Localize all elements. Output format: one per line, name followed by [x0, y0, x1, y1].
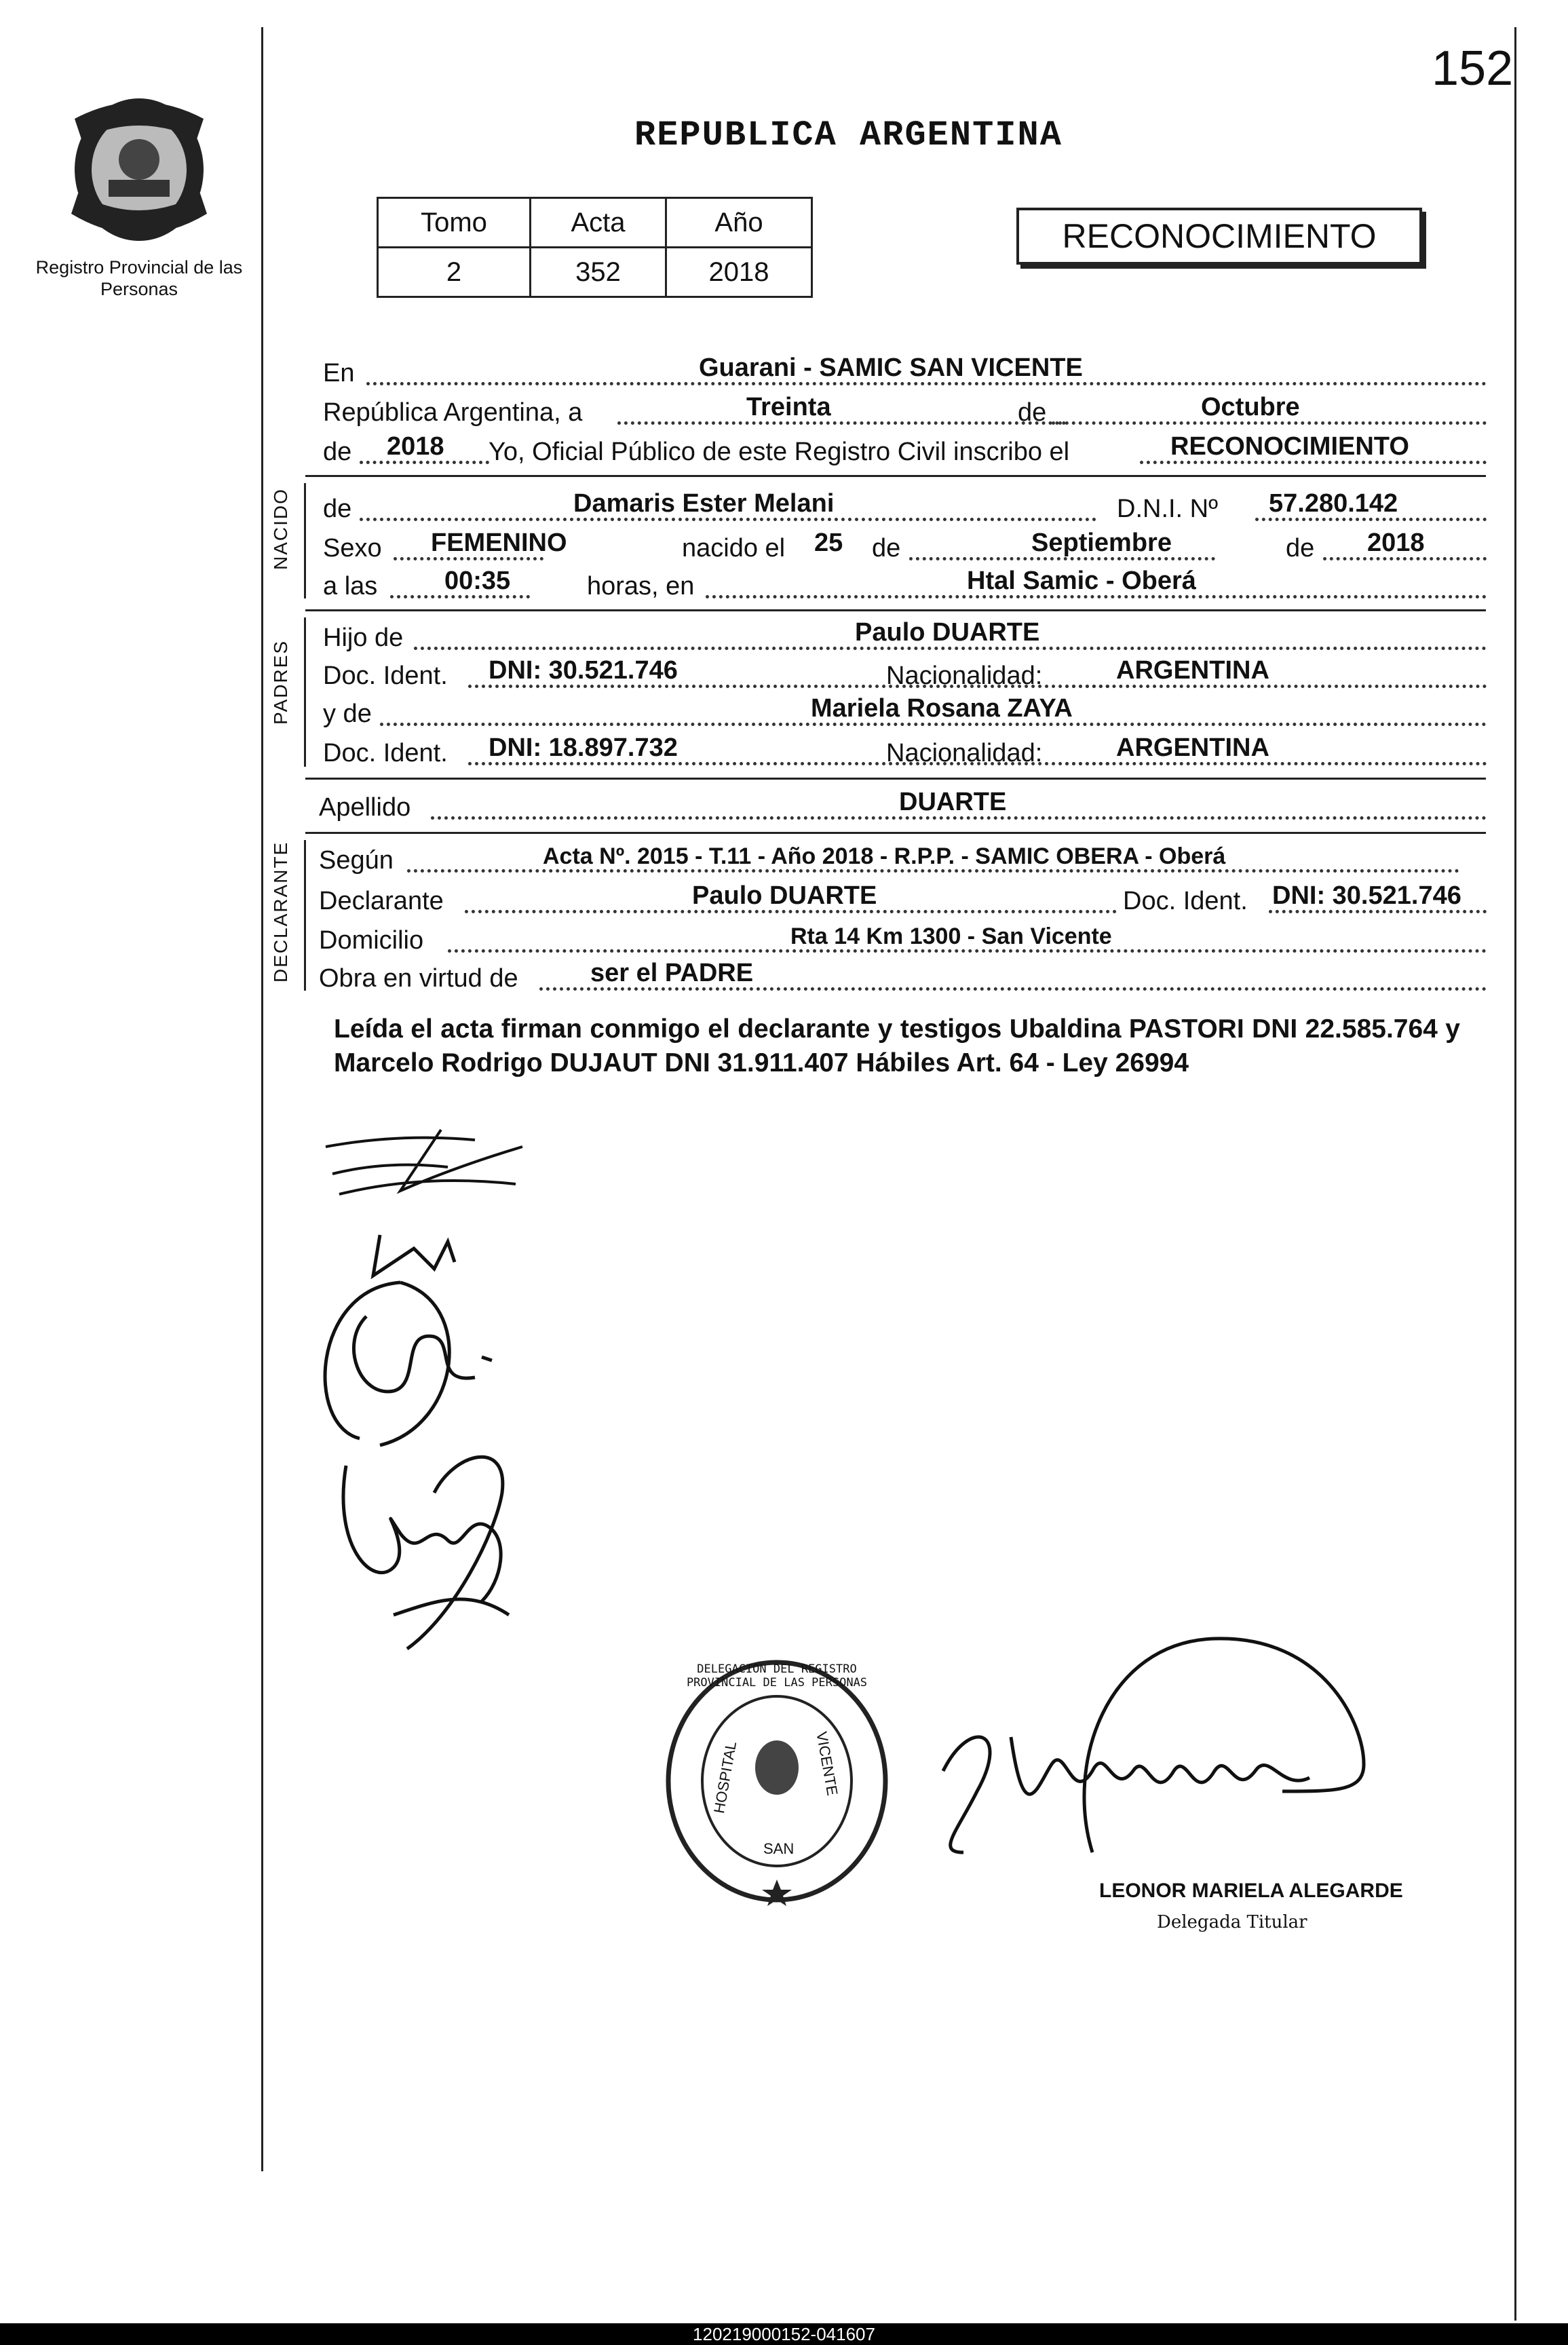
- label-nac-mother: Nacionalidad:: [886, 739, 1043, 767]
- row-nacido-sexo: [319, 528, 1487, 563]
- label-dni: D.N.I. Nº: [1117, 495, 1218, 523]
- father-doc: DNI: 30.521.746: [489, 656, 678, 685]
- nacido-place: Htal Samic - Oberá: [967, 567, 1196, 595]
- label-nac-father: Nacionalidad:: [886, 662, 1043, 690]
- header-acta: Acta: [531, 198, 666, 248]
- label-nacido-el: nacido el: [682, 534, 786, 563]
- stamp-ring-text: DELEGACION DEL REGISTRO PROVINCIAL DE LAS PERSONAS: [686, 1662, 868, 1690]
- footer-bar: [0, 2323, 1568, 2345]
- row-republica: [319, 392, 1487, 427]
- row-domicilio: [319, 920, 1487, 955]
- domicilio-value: Rta 14 Km 1300 - San Vicente: [790, 923, 1112, 949]
- closing-statement: Leída el acta firman conmigo el declarante y testigos Ubaldina PASTORI DNI 22.585.764 y Marcelo Rodrigo DUJAUT DNI 31.911.407 Hábiles Art. 64 - Ley 26994: [334, 1014, 1460, 1078]
- official-name: LEONOR MARIELA ALEGARDE: [1099, 1880, 1403, 1902]
- divider-4: [305, 832, 1486, 834]
- label-apellido: Apellido: [319, 793, 411, 822]
- nacido-time: 00:35: [444, 567, 511, 595]
- label-yde: y de: [323, 700, 372, 728]
- label-de-year: de: [323, 438, 352, 466]
- header-ano: Año: [666, 198, 812, 248]
- divider-1: [305, 475, 1486, 477]
- dots: [617, 421, 1066, 425]
- official-title: Delegada Titular: [1157, 1912, 1307, 1932]
- declarante-doc: DNI: 30.521.746: [1272, 881, 1461, 910]
- mother-doc: DNI: 18.897.732: [489, 733, 678, 762]
- stamp-inner-left: HOSPITAL: [710, 1740, 740, 1815]
- row-en: [319, 353, 1487, 388]
- declarante-bracket: [304, 840, 306, 991]
- row-year: [319, 432, 1487, 467]
- padres-section-label: PADRES: [270, 639, 291, 725]
- stamp-seal-icon: [662, 1656, 892, 1907]
- nacido-month: Septiembre: [1031, 529, 1172, 557]
- document-type-box: [1016, 208, 1422, 265]
- seal-icon: [61, 92, 217, 248]
- nacido-name: Damaris Ester Melani: [573, 489, 835, 518]
- row-ymother: [319, 693, 1487, 729]
- row-nacido-name: [319, 489, 1487, 524]
- label-hijo: Hijo de: [323, 624, 404, 652]
- footer-code: 120219000152-041607: [693, 2324, 875, 2344]
- value-acta: 352: [531, 248, 666, 297]
- label-de: de: [1018, 398, 1047, 427]
- label-horas: horas, en: [587, 572, 695, 600]
- stamp-inner-bottom: SAN: [763, 1840, 795, 1857]
- header-tomo: Tomo: [378, 198, 531, 248]
- label-officer: Yo, Oficial Público de este Registro Civil inscribo el: [489, 438, 1070, 466]
- label-doc-mother: Doc. Ident.: [323, 739, 448, 767]
- label-doc-father: Doc. Ident.: [323, 662, 448, 690]
- row-segun: [319, 840, 1487, 875]
- signature-declarante: [319, 1120, 563, 1201]
- nacido-section-label: NACIDO: [270, 488, 291, 570]
- declarante-name: Paulo DUARTE: [692, 881, 877, 910]
- right-margin-line: [1514, 27, 1516, 2321]
- row-declarante: [319, 881, 1487, 916]
- label-en: En: [323, 359, 355, 387]
- row-nacido-time: [319, 566, 1487, 601]
- label-republica: República Argentina, a: [323, 398, 583, 427]
- segun-value: Acta Nº. 2015 - T.11 - Año 2018 - R.P.P. - SAMIC OBERA - Oberá: [543, 843, 1226, 869]
- value-tomo: 2: [378, 248, 531, 297]
- registry-name: Registro Provincial de las Personas: [35, 257, 243, 299]
- declarante-section-label: DECLARANTE: [270, 841, 291, 983]
- row-hijo: [319, 617, 1487, 653]
- left-margin-line: [261, 27, 263, 2171]
- label-domicilio: Domicilio: [319, 926, 424, 955]
- divider-2: [305, 609, 1486, 611]
- place-month: Octubre: [1201, 393, 1300, 421]
- label-de-month: de: [872, 534, 901, 563]
- row-obra: [319, 958, 1487, 993]
- signature-official: [930, 1628, 1398, 1866]
- page-number: 152: [1432, 41, 1514, 96]
- label-doc-declarante: Doc. Ident.: [1123, 887, 1248, 915]
- document-type: RECONOCIMIENTO: [1062, 217, 1377, 255]
- act-type: RECONOCIMIENTO: [1170, 432, 1409, 461]
- nacido-sexo: FEMENINO: [431, 529, 567, 557]
- mother-name: Mariela Rosana ZAYA: [811, 694, 1073, 723]
- value-ano: 2018: [666, 248, 812, 297]
- place-year: 2018: [387, 432, 444, 461]
- row-mother-doc: [319, 733, 1487, 768]
- label-de-year: de: [1286, 534, 1315, 563]
- nacido-bracket: [304, 483, 306, 598]
- label-obra: Obra en virtud de: [319, 964, 518, 993]
- stamp-inner-right: VICENTE: [813, 1730, 841, 1797]
- apellido-value: DUARTE: [899, 788, 1007, 816]
- label-declarante: Declarante: [319, 887, 444, 915]
- label-alas: a las: [323, 572, 378, 600]
- nacido-year: 2018: [1367, 529, 1425, 557]
- label-sexo: Sexo: [323, 534, 382, 563]
- place-day: Treinta: [746, 393, 831, 421]
- row-father-doc: [319, 655, 1487, 691]
- label-de-name: de: [323, 495, 352, 523]
- nacido-dni: 57.280.142: [1269, 489, 1398, 518]
- official-stamp: [662, 1656, 892, 1907]
- nacido-day: 25: [814, 529, 843, 557]
- divider-3: [305, 778, 1486, 780]
- province-logo: [61, 92, 217, 248]
- padres-bracket: [304, 617, 306, 767]
- father-name: Paulo DUARTE: [855, 618, 1040, 647]
- mother-nationality: ARGENTINA: [1116, 733, 1269, 762]
- record-table: [377, 197, 813, 298]
- label-segun: Según: [319, 846, 394, 875]
- row-apellido: [319, 787, 1487, 822]
- country-title: REPUBLICA ARGENTINA: [634, 115, 1063, 155]
- place-location: Guarani - SAMIC SAN VICENTE: [699, 354, 1083, 382]
- father-nationality: ARGENTINA: [1116, 656, 1269, 685]
- signature-witness-2: [332, 1411, 550, 1656]
- obra-value: ser el PADRE: [590, 959, 754, 987]
